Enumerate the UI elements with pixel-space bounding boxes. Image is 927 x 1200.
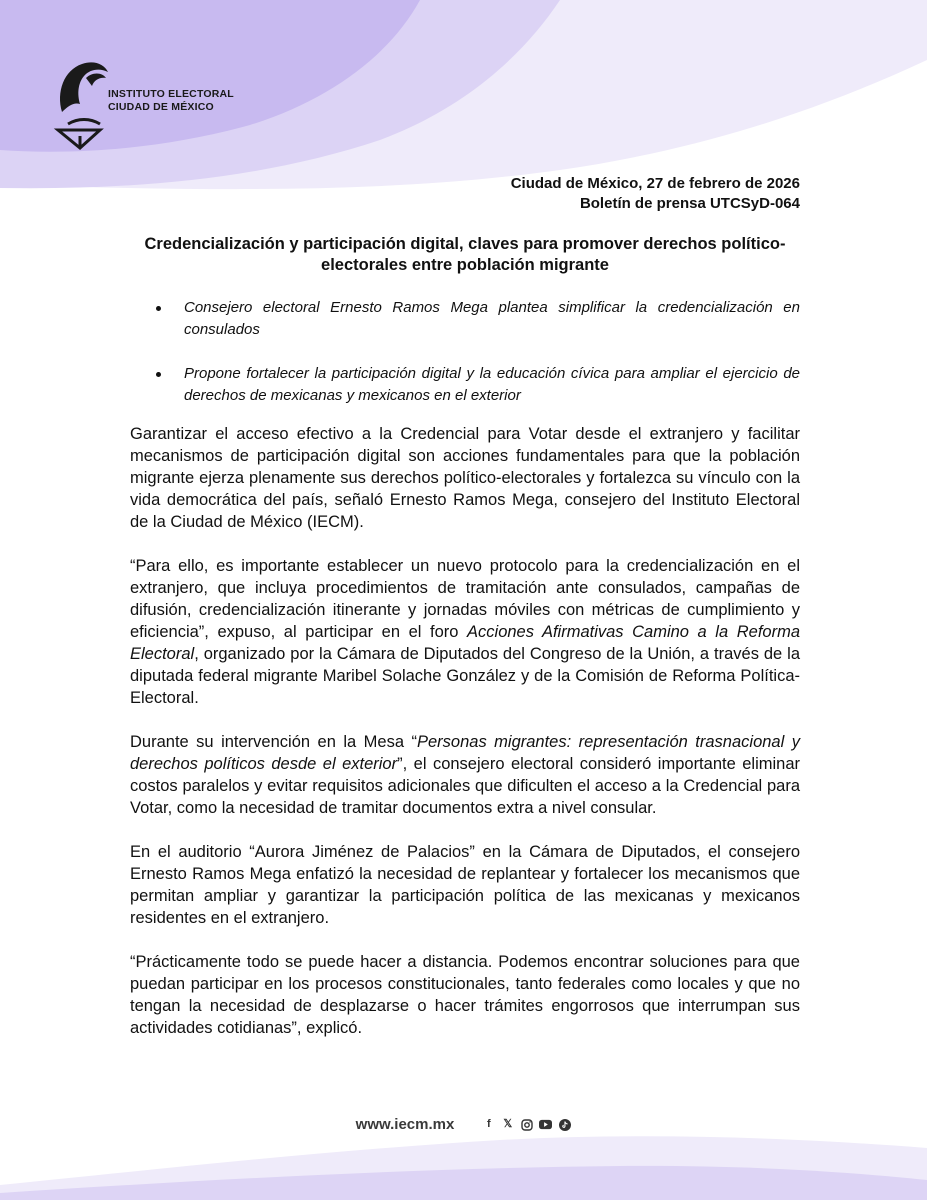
dateline [511,174,800,214]
date-text: Ciudad de México, 27 de febrero de 2026 [510,175,800,192]
paragraph-2 [130,555,800,709]
article-text [130,423,800,1061]
headline: Credencialización y participación digital, claves para promover derechos político-electorales entre población migrante [144,235,786,274]
social-links [482,1118,571,1131]
summary-bullet [130,297,800,341]
paragraph-5: “Prácticamente todo se puede hacer a distancia. Podemos encontrar soluciones para que puedan participar en los procesos constitucionales, tanto federales como locales y que no tengan la necesidad de desplazarse o hacer trámites engorrosos que interrumpan sus actividades cotidianas”, explicó. [130,953,800,1037]
paragraph-2-part-b: , organizado por la Cámara de Diputados del Congreso de la Unión, a través de la diputada federal migrante Maribel Solache González y de la Comisión de Reforma Política-Electoral. [130,645,800,707]
paragraph-3 [130,731,800,819]
bullet-text: Consejero electoral Ernesto Ramos Mega plantea simplificar la credencialización en consulados [184,299,800,338]
summary-bullet [130,363,800,407]
instagram-icon[interactable] [520,1118,533,1131]
logo-line-1: INSTITUTO ELECTORAL [108,88,234,100]
footer [0,1116,927,1133]
bulletin-number: Boletín de prensa UTCSyD-064 [579,195,800,212]
panel-title: Personas migrantes: representación trasnacional y derechos políticos desde el exterior [130,733,800,773]
tiktok-icon[interactable] [558,1118,571,1131]
logo-line-2: CIUDAD DE MÉXICO [108,101,214,113]
forum-title: Acciones Afirmativas Camino a la Reforma Electoral [130,623,800,663]
logo-wordmark [108,88,234,114]
paragraph-3-part-a: Durante su intervención en la Mesa “ [130,733,417,751]
paragraph-2-part-a: “Para ello, es importante establecer un nuevo protocolo para la credencialización en el extranjero, que incluya procedimientos de tramitación ante consulados, campañas de difusión, credencialización itinerante y jornadas móviles con métricas de cumplimiento y eficiencia”, expuso, al participar en el foro [130,557,800,641]
website-link[interactable]: www.iecm.mx [355,1116,455,1133]
paragraph-1: Garantizar el acceso efectivo a la Credencial para Votar desde el extranjero y facilitar mecanismos de participación digital son acciones fundamentales para que la población migrante ejerza plenamente sus derechos político-electorales y fortalezca su vínculo con la vida democrática del país, señaló Ernesto Ramos Mega, consejero del Instituto Electoral de la Ciudad de México (IECM). [130,425,800,531]
facebook-icon[interactable]: f [486,1118,491,1130]
youtube-icon[interactable] [539,1118,552,1131]
bullet-dot-icon [156,306,161,311]
x-icon[interactable]: 𝕏 [503,1118,513,1130]
summary-bullets [130,297,800,429]
bullet-dot-icon [156,372,161,377]
paragraph-3-part-b: ”, el consejero electoral consideró importante eliminar costos paralelos y evitar requisitos adicionales que dificulten el acceso a la Credencial para Votar, como la necesidad de tramitar documentos extra a nivel consular. [130,755,800,817]
bullet-text: Propone fortalecer la participación digital y la educación cívica para ampliar el ejercicio de derechos de mexicanas y mexicanos en el exterior [184,365,800,404]
paragraph-4: En el auditorio “Aurora Jiménez de Palacios” en la Cámara de Diputados, el consejero Ernesto Ramos Mega enfatizó la necesidad de replantear y fortalecer los mecanismos que permitan ampliar y garantizar la participación política de las mexicanas y mexicanos residentes en el extranjero. [130,843,800,927]
